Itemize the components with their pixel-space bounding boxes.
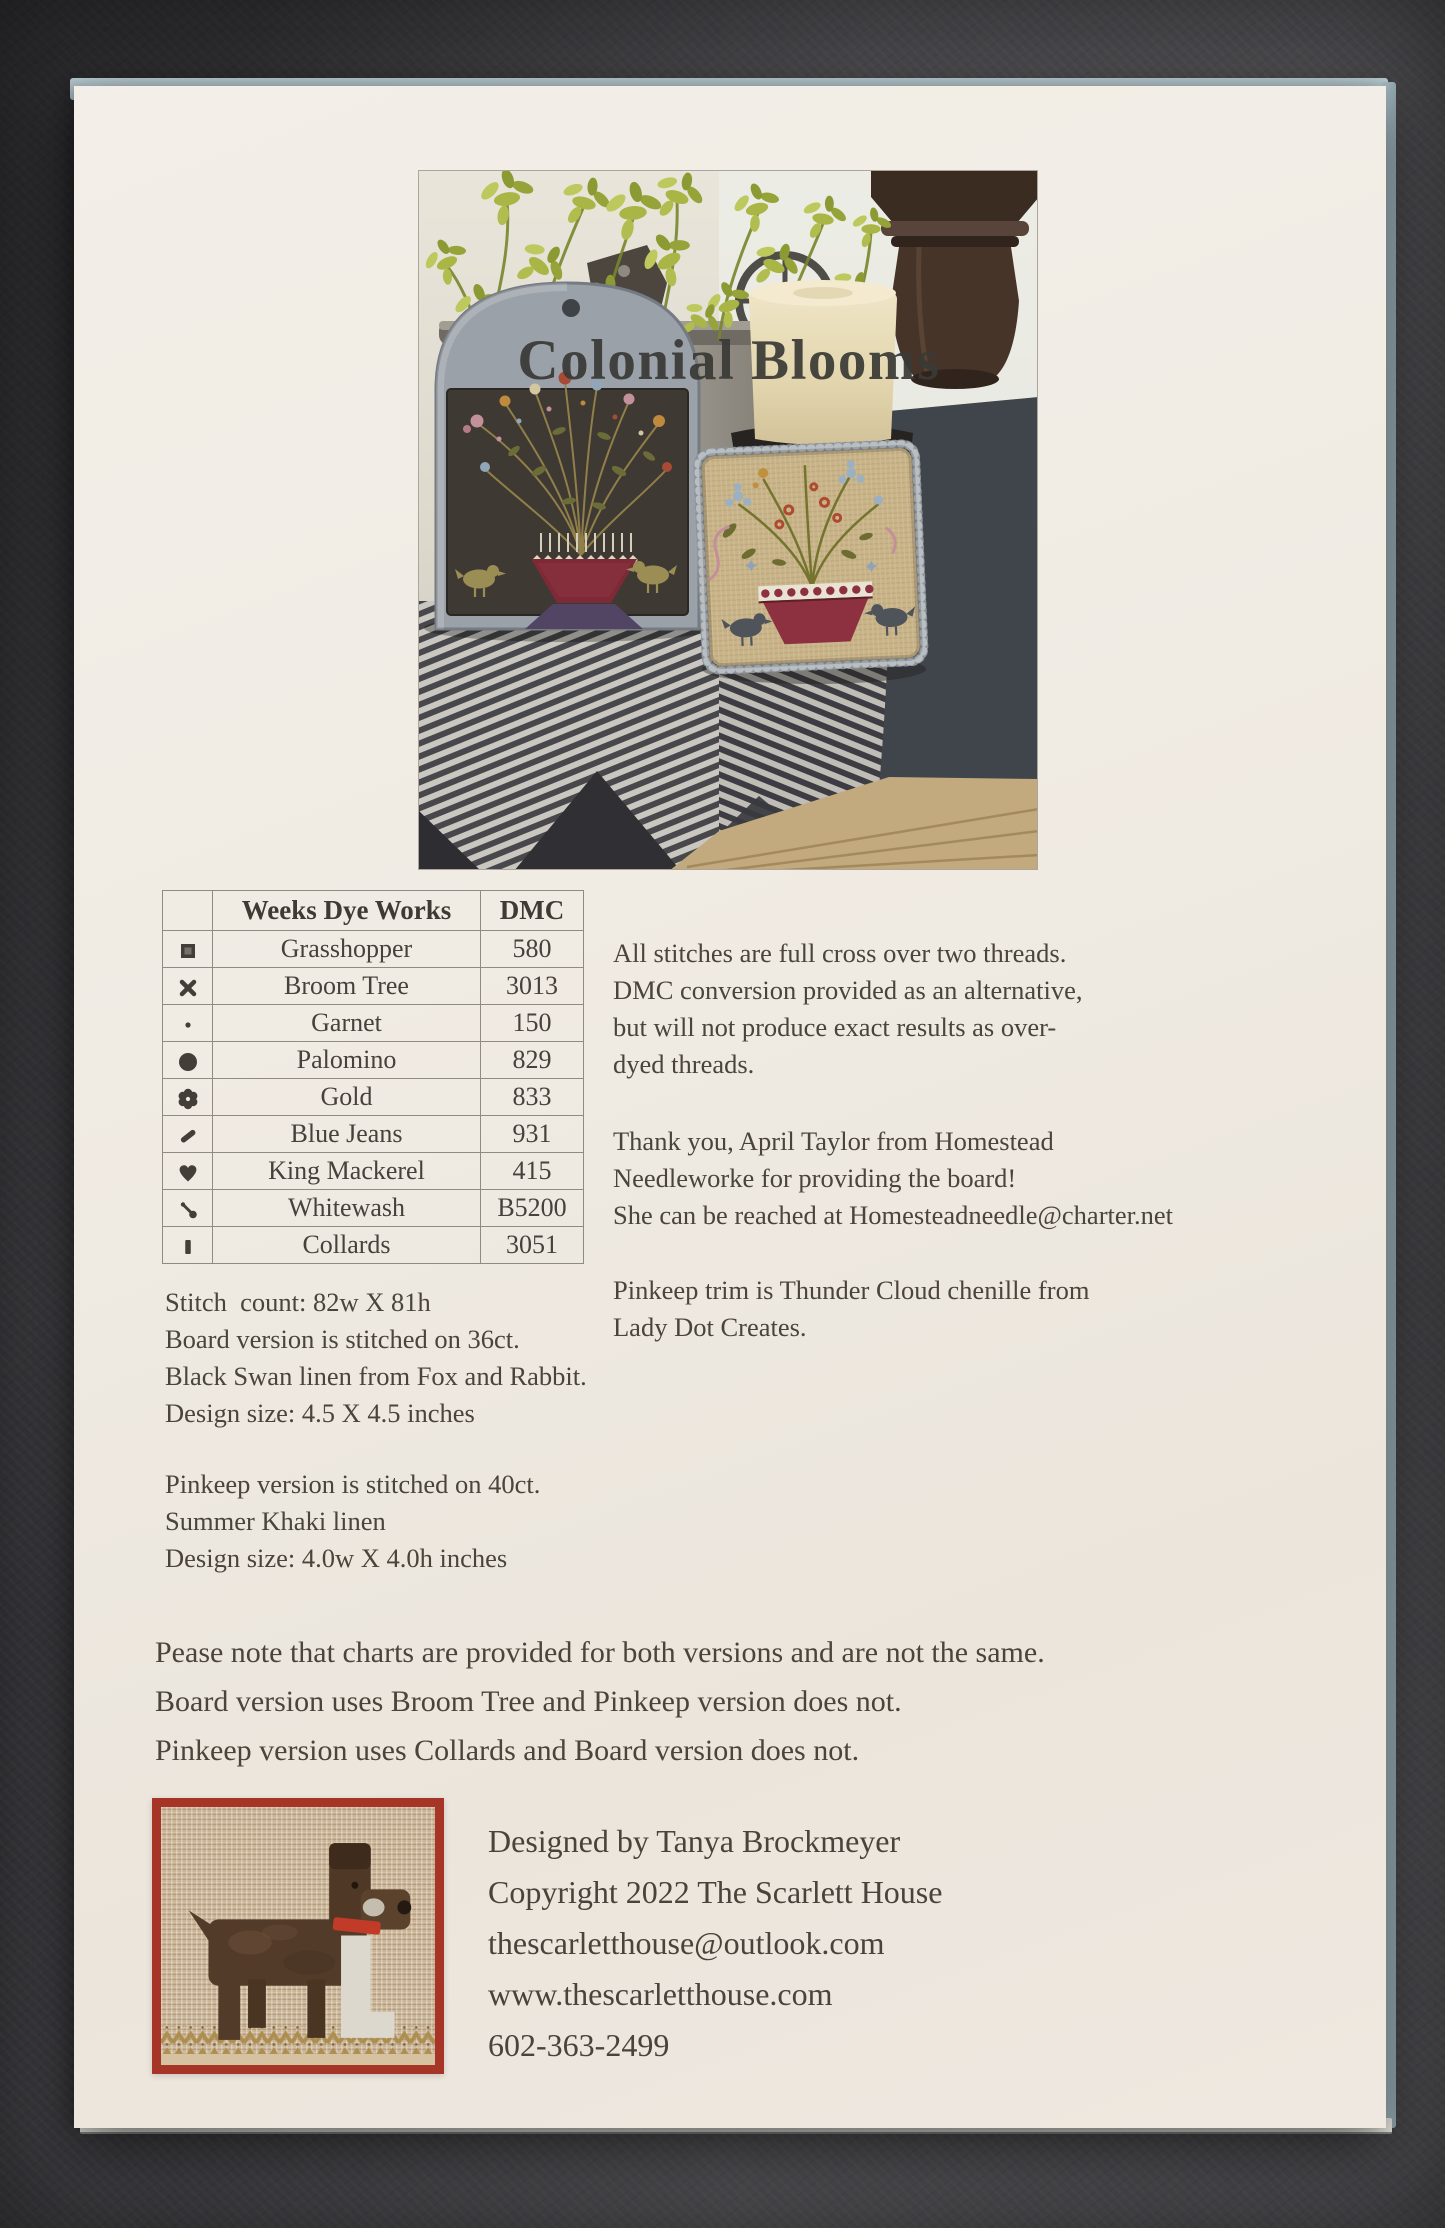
table-row (163, 1079, 584, 1116)
text-line: but will not produce exact results as over- (613, 1012, 1057, 1042)
thread-name: Palomino (213, 1042, 481, 1079)
symbol-cell (163, 1005, 213, 1042)
dmc-number: 580 (481, 931, 584, 968)
text-line: Pinkeep version uses Collards and Board version does not. (155, 1734, 860, 1767)
dmc-number: 3013 (481, 968, 584, 1005)
stitching-notes-column (613, 935, 1353, 1346)
dmc-number: 931 (481, 1116, 584, 1153)
text-line: Pinkeep version is stitched on 40ct. (165, 1469, 541, 1499)
text-line: 602-363-2499 (488, 2027, 670, 2063)
text-line: Design size: 4.5 X 4.5 inches (165, 1398, 475, 1428)
symbol-cell (163, 1190, 213, 1227)
cover-photo-illustration (419, 171, 1038, 870)
text-line: thescarletthouse@outlook.com (488, 1925, 885, 1961)
text-line: Lady Dot Creates. (613, 1312, 807, 1342)
tack-icon (177, 1199, 199, 1221)
table-row (163, 1190, 584, 1227)
thread-name: Garnet (213, 1005, 481, 1042)
stitch-info-column (165, 1284, 625, 1577)
table-row (163, 1005, 584, 1042)
dmc-number: 829 (481, 1042, 584, 1079)
table-row (163, 931, 584, 968)
symbol-cell (163, 931, 213, 968)
table-header-dmc: DMC (481, 891, 584, 931)
flower-icon (177, 1088, 199, 1110)
text-line: All stitches are full cross over two threads. (613, 938, 1067, 968)
dog-logo-illustration (161, 1807, 435, 2065)
dmc-number: 833 (481, 1079, 584, 1116)
version-notes (155, 1628, 1335, 1775)
dog-icon (189, 1843, 412, 2040)
table-row (163, 1153, 584, 1190)
designer-credits (488, 1816, 1328, 2071)
text-line: Copyright 2022 The Scarlett House (488, 1874, 943, 1910)
text-line: Board version is stitched on 36ct. (165, 1324, 520, 1354)
text-line: DMC conversion provided as an alternative, (613, 975, 1083, 1005)
thread-name: Collards (213, 1227, 481, 1264)
heart-icon (177, 1162, 199, 1184)
table-row (163, 1227, 584, 1264)
text-line: Needleworke for providing the board! (613, 1163, 1017, 1193)
thread-name: King Mackerel (213, 1153, 481, 1190)
table-row (163, 1042, 584, 1079)
text-line: Designed by Tanya Brockmeyer (488, 1823, 901, 1859)
cross-x-icon (177, 977, 199, 999)
filled-square-icon (177, 940, 199, 962)
text-line: Design size: 4.0w X 4.0h inches (165, 1543, 508, 1573)
thread-name: Broom Tree (213, 968, 481, 1005)
symbol-cell (163, 1042, 213, 1079)
leaflet-back-cover (74, 86, 1386, 2128)
text-line: Black Swan linen from Fox and Rabbit. (165, 1361, 587, 1391)
thread-table-body (163, 931, 584, 1264)
diagonal-bar-icon (177, 1125, 199, 1147)
text-line: Pinkeep trim is Thunder Cloud chenille from (613, 1275, 1090, 1305)
text-line: Thank you, April Taylor from Homestead (613, 1126, 1054, 1156)
pinkeep (697, 443, 924, 670)
thread-name: Blue Jeans (213, 1116, 481, 1153)
table-header-symbol (163, 891, 213, 931)
dmc-number: B5200 (481, 1190, 584, 1227)
text-line: www.thescarletthouse.com (488, 1976, 833, 2012)
dmc-number: 415 (481, 1153, 584, 1190)
table-header-brand: Weeks Dye Works (213, 891, 481, 931)
scarlett-house-dog-logo (152, 1798, 444, 2074)
cover-photo (418, 170, 1038, 870)
table-row (163, 1116, 584, 1153)
dmc-number: 150 (481, 1005, 584, 1042)
small-dot-icon (177, 1014, 199, 1036)
table-header-row (163, 891, 584, 931)
text-line: Pease note that charts are provided for both versions and are not the same. (155, 1636, 1045, 1669)
text-line: Board version uses Broom Tree and Pinkeep version does not. (155, 1685, 902, 1718)
thread-name: Gold (213, 1079, 481, 1116)
photo-title: Colonial Blooms (517, 329, 941, 392)
vertical-bar-icon (177, 1236, 199, 1258)
text-line: dyed threads. (613, 1049, 755, 1079)
thread-name: Grasshopper (213, 931, 481, 968)
symbol-cell (163, 968, 213, 1005)
symbol-cell (163, 1079, 213, 1116)
symbol-cell (163, 1227, 213, 1264)
symbol-cell (163, 1116, 213, 1153)
table-row (163, 968, 584, 1005)
filled-circle-icon (177, 1051, 199, 1073)
text-line: Stitch count: 82w X 81h (165, 1287, 431, 1317)
symbol-cell (163, 1153, 213, 1190)
thread-name: Whitewash (213, 1190, 481, 1227)
thread-table (162, 890, 584, 1264)
dmc-number: 3051 (481, 1227, 584, 1264)
text-line: Summer Khaki linen (165, 1506, 386, 1536)
text-line: She can be reached at Homesteadneedle@charter.net (613, 1200, 1174, 1230)
